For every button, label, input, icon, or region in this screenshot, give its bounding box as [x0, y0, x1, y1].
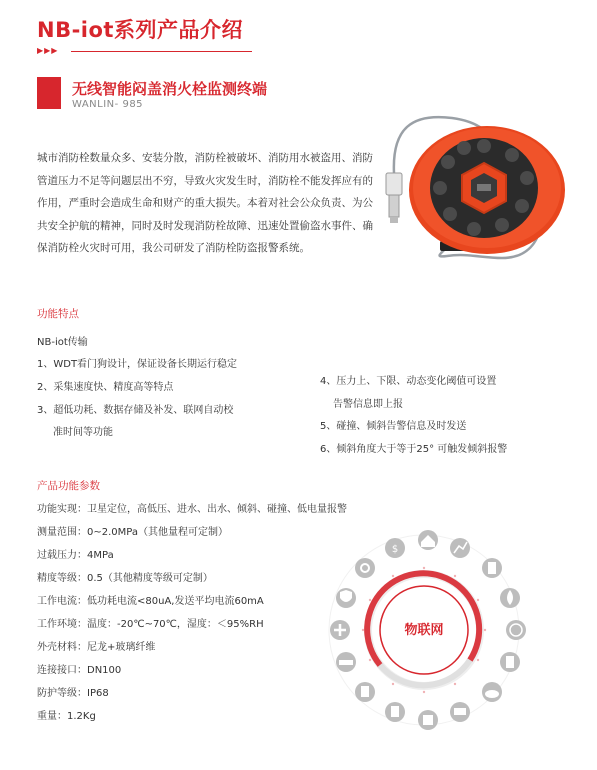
param-item: 重量：1.2Kg — [37, 711, 96, 722]
iot-circle-graphic — [320, 520, 580, 760]
feature-item: 2、采集速度快、精度高等特点 — [37, 382, 174, 393]
fuel-icon — [385, 702, 405, 722]
document-icon — [355, 682, 375, 702]
param-item: 工作环境：温度：-20℃~70℃，湿度：＜95%RH — [37, 619, 264, 630]
water-icon — [500, 588, 520, 608]
param-item: 过载压力：4MPa — [37, 550, 114, 561]
feature-item-continued: 准时间等功能 — [53, 427, 113, 438]
intro-paragraph: 城市消防栓数量众多、安装分散，消防栓被破坏、消防用水被盗用、消防管道压力不足等问题层出不穷，导致火灾发生时，消防栓不能发挥应有的作用，严重时会造成生命和财产的重大损失。本着对社会公众负责、为公共安全护航的精神，同时及时发现消防栓故障、迅速处置偷盗水事件、确保消防栓火灾时可用，我公司研发了消防栓防盗报警系统。 — [37, 152, 373, 254]
feature-item: 1、WDT看门狗设计，保证设备长期运行稳定 — [37, 359, 238, 370]
car-icon — [336, 652, 356, 672]
cart-icon — [450, 702, 470, 722]
feature-item: 6、倾斜角度大于等于25° 可触发倾斜报警 — [320, 444, 508, 455]
param-item: 工作电流：低功耗电流<80uA,发送平均电流60mA — [37, 596, 264, 607]
money-bag-icon — [385, 538, 405, 558]
params-heading: 产品功能参数 — [37, 480, 100, 492]
param-item: 精度等级：0.5（其他精度等级可定制） — [37, 573, 213, 584]
svg-text:$: $ — [391, 544, 399, 555]
feature-item-continued: 告警信息即上报 — [333, 399, 403, 410]
page-title: NB-iot系列产品介绍 — [37, 18, 243, 42]
product-name: 无线智能闷盖消火栓监测终端 — [72, 80, 268, 98]
home-icon — [418, 530, 438, 550]
growth-icon — [450, 538, 470, 558]
cloud-icon — [482, 682, 502, 702]
gear-icon — [355, 558, 375, 578]
param-item: 功能实现：卫星定位，高低压、进水、出水、倾斜、碰撞、低电量报警 — [37, 504, 347, 515]
shield-icon — [336, 588, 356, 608]
product-model: WANLIN- 985 — [72, 99, 144, 110]
param-item: 防护等级：IP68 — [37, 688, 109, 699]
building-icon — [500, 652, 520, 672]
hydrant-icon — [482, 558, 502, 578]
title-underline — [37, 46, 252, 56]
transport-line: NB-iot传输 — [37, 337, 88, 348]
feature-item: 4、压力上、下限、动态变化阈值可设置 — [320, 376, 497, 387]
first-aid-icon — [330, 620, 350, 640]
features-heading: 功能特点 — [37, 308, 79, 320]
device-image — [372, 108, 582, 278]
iot-center-label: 物联网 — [404, 623, 444, 638]
bag-icon — [418, 710, 438, 730]
param-item: 外壳材料：尼龙+玻璃纤维 — [37, 642, 156, 653]
param-item: 连接接口：DN100 — [37, 665, 122, 676]
param-item: 测量范围：0~2.0MPa（其他量程可定制） — [37, 527, 228, 538]
globe-icon — [506, 620, 526, 640]
feature-item: 5、碰撞、倾斜告警信息及时发送 — [320, 421, 467, 432]
feature-item: 3、超低功耗、数据存储及补发、联网自动校 — [37, 405, 234, 416]
arrow-decoration-icon: ▶▶▶ — [37, 46, 59, 55]
subtitle-accent-block — [37, 77, 61, 109]
